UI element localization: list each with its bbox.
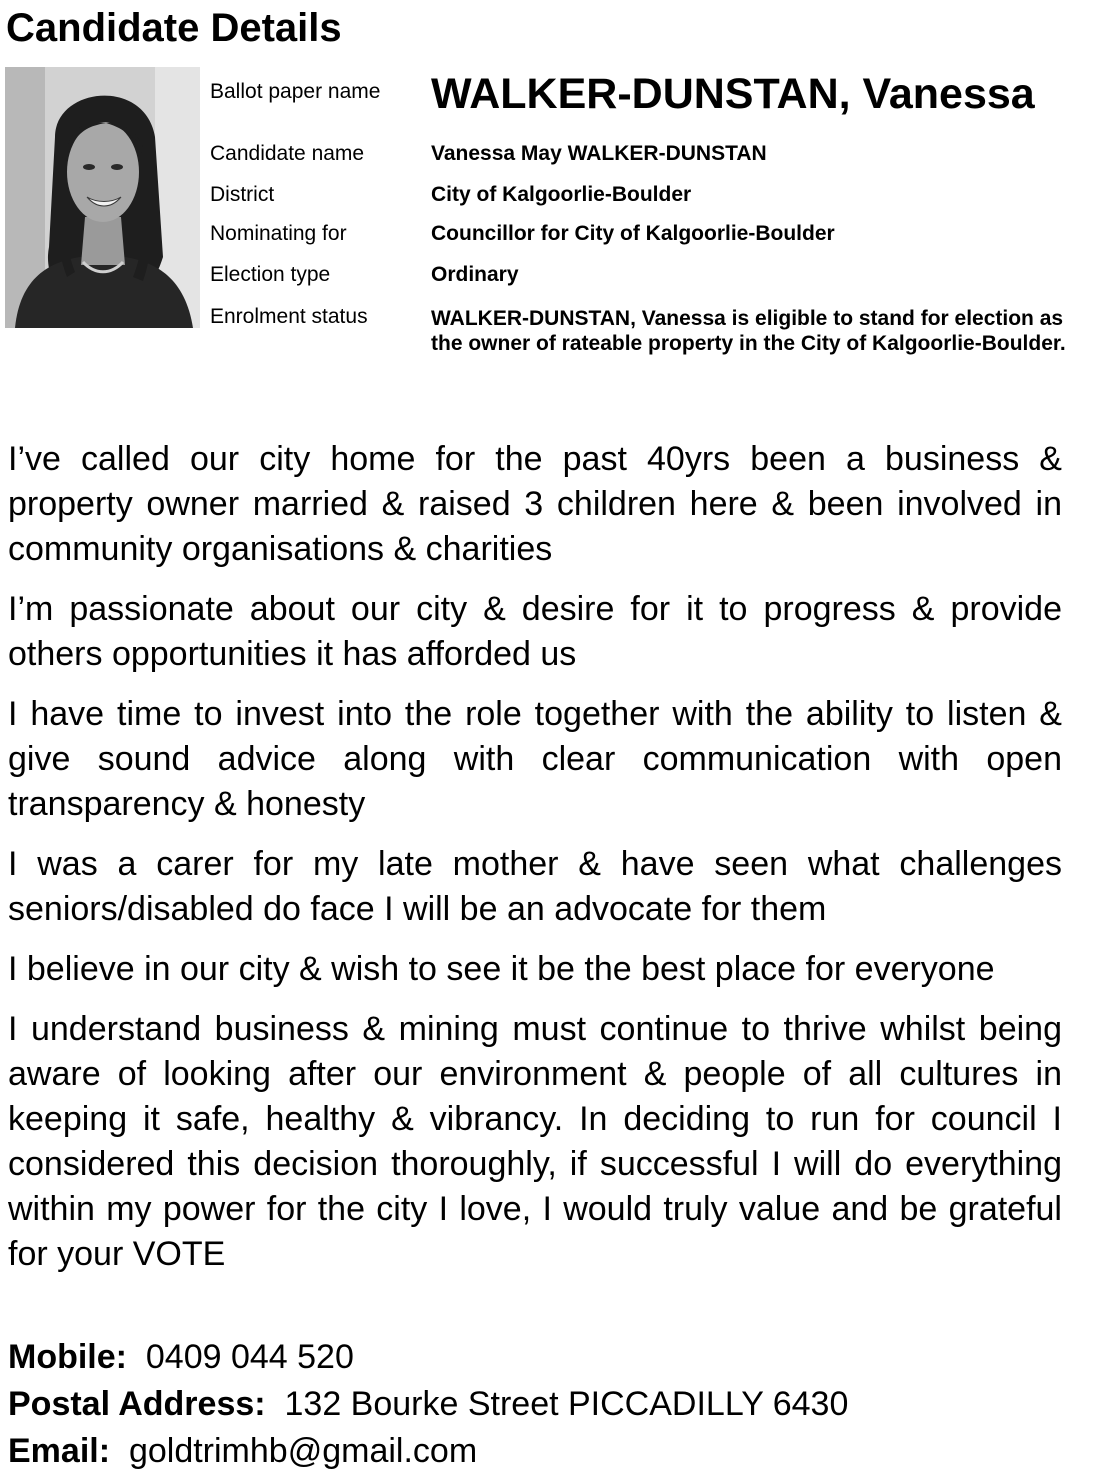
candidate-name-label: Candidate name xyxy=(210,142,365,165)
page-title: Candidate Details xyxy=(6,6,342,50)
statement-paragraph: I have time to invest into the role together with the ability to listen & give sound advice along with clear communication with open transparency & honesty xyxy=(8,695,1062,823)
election-type-label: Election type xyxy=(210,263,331,286)
statement-paragraph: I was a carer for my late mother & have seen what challenges seniors/disabled do face I will be an advocate for them xyxy=(8,845,1062,928)
mobile-label: Mobile: xyxy=(8,1338,127,1376)
statement-paragraph: I’m passionate about our city & desire for it to progress & provide others opportunities it has afforded us xyxy=(8,590,1062,673)
enrolment-status-value: WALKER-DUNSTAN, Vanessa is eligible to stand for election as the owner of rateable property in the City of Kalgoorlie-Boulder. xyxy=(431,307,1066,355)
candidate-name-value: Vanessa May WALKER-DUNSTAN xyxy=(431,142,767,165)
email-value[interactable]: goldtrimhb@gmail.com xyxy=(128,1432,478,1470)
statement-paragraph: I understand business & mining must continue to thrive whilst being aware of looking after our environment & people of all cultures in keeping it safe, healthy & vibrancy. In deciding to run for council I considered this decision thoroughly, if successful I will do everything within my power for the city I love, I would truly value and be grateful for your VOTE xyxy=(8,1010,1062,1273)
nominating-for-value: Councillor for City of Kalgoorlie-Boulder xyxy=(431,222,835,245)
postal-address-label: Postal Address: xyxy=(8,1385,266,1423)
mobile-value: 0409 044 520 xyxy=(145,1338,354,1376)
ballot-name-value: WALKER-DUNSTAN, Vanessa xyxy=(431,70,1035,118)
ballot-name-label: Ballot paper name xyxy=(210,80,381,103)
statement-paragraph: I’ve called our city home for the past 40yrs been a business & property owner married & raised 3 children here & been involved in community organisations & charities xyxy=(8,440,1062,568)
nominating-for-label: Nominating for xyxy=(210,222,347,245)
postal-address-value: 132 Bourke Street PICCADILLY 6430 xyxy=(284,1385,849,1423)
contact-mobile xyxy=(8,1334,1088,1380)
candidate-statement xyxy=(8,437,1062,1292)
candidate-photo xyxy=(5,67,200,328)
election-type-value: Ordinary xyxy=(431,263,519,286)
district-value: City of Kalgoorlie-Boulder xyxy=(431,183,692,206)
district-label: District xyxy=(210,183,275,206)
email-label: Email: xyxy=(8,1432,111,1470)
contact-email xyxy=(8,1428,1088,1474)
statement-paragraph: I believe in our city & wish to see it be the best place for everyone xyxy=(8,950,995,988)
enrolment-status-label: Enrolment status xyxy=(210,305,368,328)
contact-postal xyxy=(8,1381,1088,1427)
